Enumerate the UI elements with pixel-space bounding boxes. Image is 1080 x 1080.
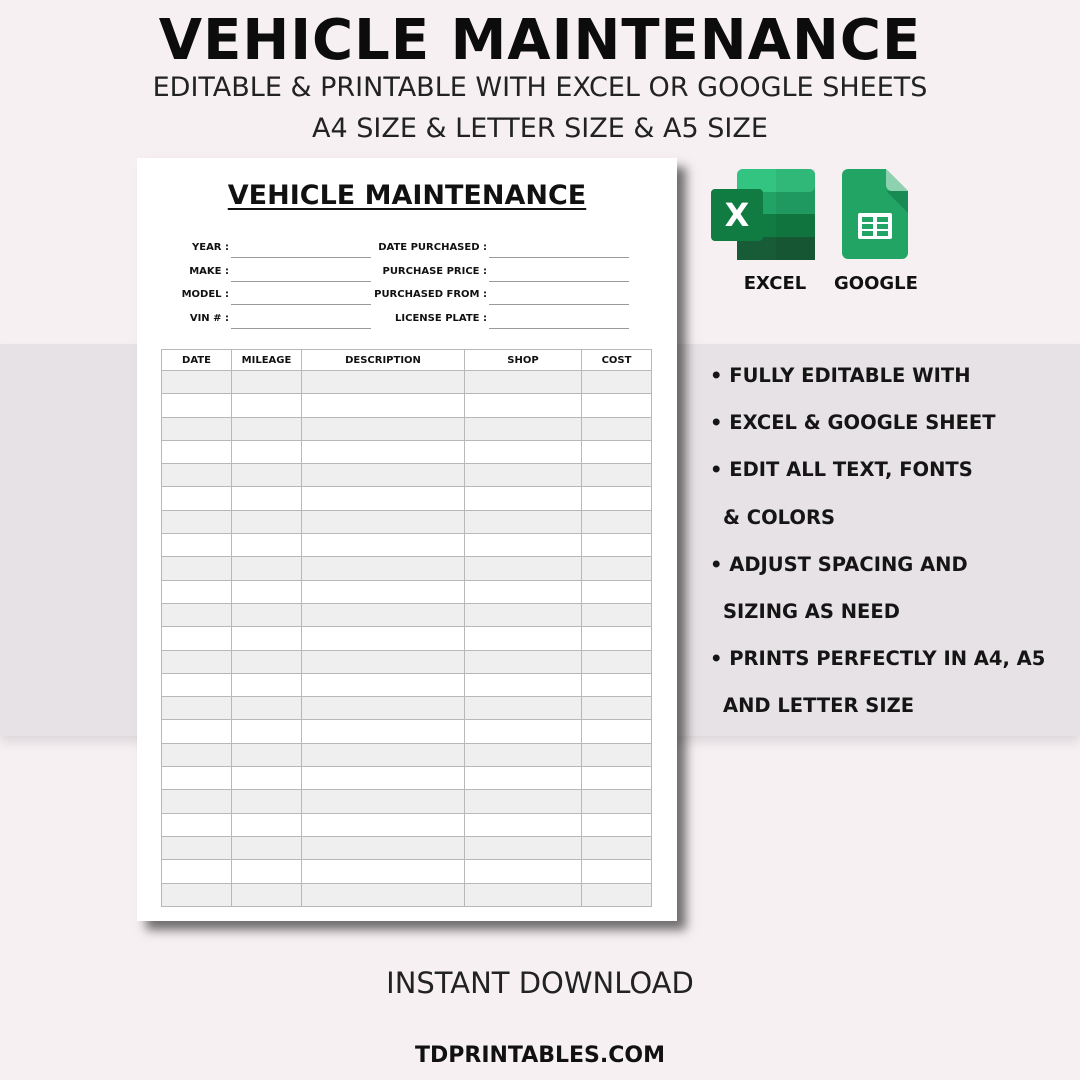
table-cell (465, 440, 582, 463)
table-cell (162, 417, 232, 440)
excel-label: EXCEL (743, 273, 807, 294)
table-cell (582, 394, 652, 417)
table-row (162, 697, 652, 720)
table-cell (302, 627, 465, 650)
table-cell (162, 464, 232, 487)
table-cell (232, 534, 302, 557)
table-row (162, 650, 652, 673)
column-header-mileage: MILEAGE (232, 350, 302, 371)
table-cell (302, 510, 465, 533)
field-line-make (231, 281, 371, 282)
maintenance-log-table (161, 349, 652, 907)
table-cell (465, 487, 582, 510)
brand-url: TDPRINTABLES.COM (414, 1043, 665, 1068)
table-cell (465, 813, 582, 836)
table-row (162, 440, 652, 463)
table-cell (465, 720, 582, 743)
field-label-vin: VIN # : (189, 313, 229, 324)
table-cell (232, 697, 302, 720)
table-cell (162, 790, 232, 813)
field-line-license-plate (489, 328, 629, 329)
table-cell (162, 534, 232, 557)
field-line-vin (231, 328, 371, 329)
table-cell (162, 440, 232, 463)
table-cell (302, 557, 465, 580)
table-cell (582, 440, 652, 463)
field-line-model (231, 304, 371, 305)
table-cell (162, 743, 232, 766)
feature-item: • FULLY EDITABLE WITH (710, 364, 971, 387)
table-cell (162, 510, 232, 533)
table-cell (465, 697, 582, 720)
table-cell (302, 836, 465, 859)
table-cell (162, 650, 232, 673)
column-header-cost: COST (582, 350, 652, 371)
feature-item: & COLORS (723, 505, 836, 529)
table-cell (162, 580, 232, 603)
table-cell (582, 487, 652, 510)
table-cell (232, 650, 302, 673)
table-cell (582, 534, 652, 557)
field-label-date-purchased: DATE PURCHASED : (378, 242, 487, 253)
table-cell (465, 743, 582, 766)
table-cell (162, 697, 232, 720)
table-cell (465, 650, 582, 673)
table-cell (162, 371, 232, 394)
table-cell (582, 860, 652, 883)
table-cell (162, 557, 232, 580)
table-cell (162, 487, 232, 510)
table-cell (232, 813, 302, 836)
table-cell (582, 464, 652, 487)
table-row (162, 580, 652, 603)
table-row (162, 860, 652, 883)
google-sheets-icon (842, 169, 908, 259)
table-cell (302, 464, 465, 487)
table-cell (465, 767, 582, 790)
table-cell (232, 394, 302, 417)
table-cell (232, 417, 302, 440)
table-cell (582, 371, 652, 394)
table-cell (582, 743, 652, 766)
field-label-purchase-price: PURCHASE PRICE : (382, 266, 487, 277)
table-cell (582, 417, 652, 440)
table-cell (302, 487, 465, 510)
table-row (162, 813, 652, 836)
feature-item: • EXCEL & GOOGLE SHEET (710, 411, 996, 435)
table-cell (232, 743, 302, 766)
table-cell (582, 790, 652, 813)
table-cell (465, 534, 582, 557)
table-cell (232, 767, 302, 790)
table-cell (302, 534, 465, 557)
feature-item: SIZING AS NEED (723, 599, 900, 623)
table-cell (465, 371, 582, 394)
table-cell (302, 650, 465, 673)
feature-item: • ADJUST SPACING AND (710, 552, 968, 576)
google-label: GOOGLE (834, 273, 918, 294)
table-row (162, 557, 652, 580)
page-title: VEHICLE MAINTENANCE (158, 8, 922, 73)
field-label-model: MODEL : (181, 289, 229, 300)
feature-item: • EDIT ALL TEXT, FONTS (710, 458, 973, 482)
table-cell (302, 371, 465, 394)
table-row (162, 836, 652, 859)
field-label-year: YEAR : (192, 242, 229, 253)
table-cell (465, 603, 582, 626)
table-cell (465, 557, 582, 580)
maintenance-sheet-preview (137, 158, 677, 921)
table-cell (232, 790, 302, 813)
table-cell (465, 883, 582, 906)
table-cell (162, 767, 232, 790)
feature-item: AND LETTER SIZE (723, 694, 915, 718)
column-header-date: DATE (162, 350, 232, 371)
table-cell (302, 673, 465, 696)
table-cell (465, 580, 582, 603)
table-row (162, 767, 652, 790)
table-cell (582, 883, 652, 906)
table-cell (302, 720, 465, 743)
field-line-date-purchased (489, 257, 629, 258)
table-cell (465, 627, 582, 650)
table-cell (232, 883, 302, 906)
table-cell (582, 650, 652, 673)
table-cell (232, 371, 302, 394)
table-cell (232, 860, 302, 883)
table-cell (162, 836, 232, 859)
table-cell (302, 883, 465, 906)
table-header-row (162, 350, 652, 371)
table-cell (582, 580, 652, 603)
column-header-shop: SHOP (465, 350, 582, 371)
table-row (162, 394, 652, 417)
table-cell (302, 697, 465, 720)
table-cell (582, 603, 652, 626)
table-cell (232, 836, 302, 859)
field-label-license-plate: LICENSE PLATE : (395, 313, 487, 324)
table-cell (302, 580, 465, 603)
table-cell (162, 720, 232, 743)
table-cell (162, 394, 232, 417)
table-cell (582, 627, 652, 650)
table-cell (465, 860, 582, 883)
table-cell (465, 790, 582, 813)
table-cell (302, 394, 465, 417)
table-cell (232, 580, 302, 603)
table-row (162, 510, 652, 533)
table-row (162, 371, 652, 394)
sheet-title: VEHICLE MAINTENANCE (227, 180, 587, 211)
table-cell (302, 440, 465, 463)
table-cell (465, 464, 582, 487)
table-cell (162, 627, 232, 650)
table-cell (302, 813, 465, 836)
excel-icon (711, 169, 815, 260)
table-cell (582, 836, 652, 859)
field-line-purchased-from (489, 304, 629, 305)
table-cell (232, 720, 302, 743)
table-cell (582, 557, 652, 580)
table-row (162, 720, 652, 743)
table-cell (302, 417, 465, 440)
table-cell (582, 673, 652, 696)
field-line-purchase-price (489, 281, 629, 282)
table-cell (232, 627, 302, 650)
table-cell (232, 440, 302, 463)
table-cell (465, 394, 582, 417)
field-label-make: MAKE : (189, 266, 229, 277)
table-cell (465, 836, 582, 859)
table-cell (232, 603, 302, 626)
table-cell (582, 813, 652, 836)
table-cell (162, 860, 232, 883)
table-row (162, 534, 652, 557)
table-cell (302, 860, 465, 883)
field-line-year (231, 257, 371, 258)
table-cell (162, 603, 232, 626)
table-row (162, 673, 652, 696)
table-cell (302, 790, 465, 813)
table-cell (232, 557, 302, 580)
table-cell (582, 510, 652, 533)
column-header-description: DESCRIPTION (302, 350, 465, 371)
table-cell (582, 720, 652, 743)
table-body (162, 371, 652, 907)
feature-item: • PRINTS PERFECTLY IN A4, A5 (710, 647, 1046, 671)
table-cell (302, 767, 465, 790)
size-note: A4 SIZE & LETTER SIZE & A5 SIZE (312, 113, 768, 144)
table-row (162, 883, 652, 906)
svg-text:X: X (724, 196, 750, 234)
table-row (162, 627, 652, 650)
table-cell (232, 673, 302, 696)
table-cell (162, 883, 232, 906)
table-cell (582, 697, 652, 720)
table-cell (582, 767, 652, 790)
subtitle: EDITABLE & PRINTABLE WITH EXCEL OR GOOGLE SHEETS (152, 72, 928, 103)
table-cell (465, 417, 582, 440)
field-label-purchased-from: PURCHASED FROM : (374, 289, 487, 300)
table-row (162, 603, 652, 626)
table-cell (162, 673, 232, 696)
table-row (162, 464, 652, 487)
feature-list (710, 360, 1070, 738)
table-cell (302, 603, 465, 626)
table-cell (232, 510, 302, 533)
table-cell (465, 673, 582, 696)
table-row (162, 743, 652, 766)
table-cell (162, 813, 232, 836)
table-row (162, 487, 652, 510)
table-row (162, 790, 652, 813)
table-cell (232, 487, 302, 510)
table-cell (465, 510, 582, 533)
table-cell (302, 743, 465, 766)
table-cell (232, 464, 302, 487)
table-row (162, 417, 652, 440)
instant-download-text: INSTANT DOWNLOAD (386, 966, 694, 1000)
